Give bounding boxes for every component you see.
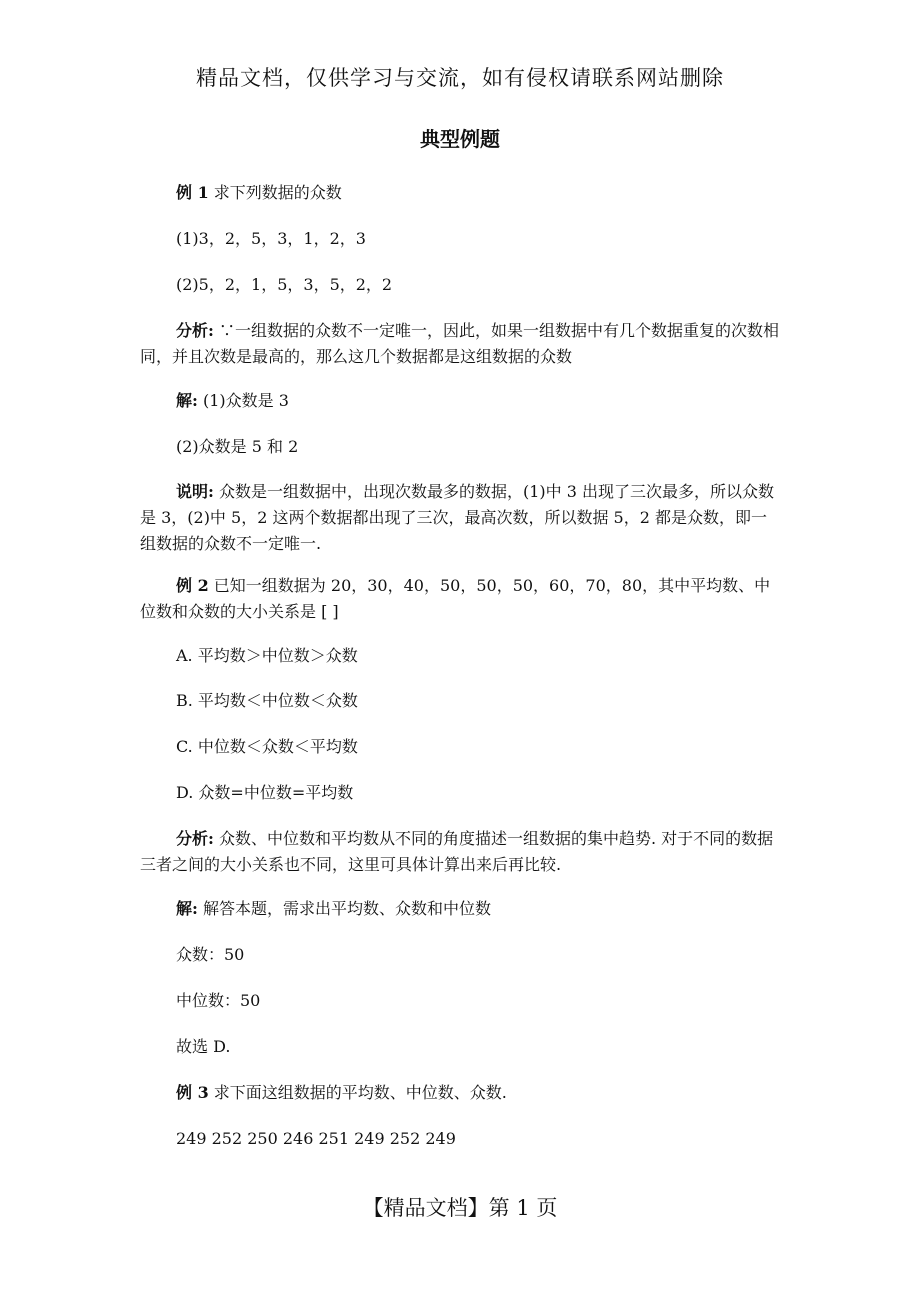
solution-label: 解: [176, 391, 198, 410]
example-1-question: 例 1 求下列数据的众数 [176, 183, 342, 202]
example-1-analysis: 分析: ∵一组数据的众数不一定唯一，因此，如果一组数据中有几个数据重复的次数相同，并且次数是最高的，那么这几个数据都是这组数据的众数 [140, 321, 780, 366]
example-1-data-2: (2)5，2，1，5，3，5，2，2 [176, 275, 393, 294]
solution-label: 解: [176, 899, 198, 918]
analysis-label: 分析: [176, 829, 214, 848]
note-label: 说明: [176, 482, 214, 501]
example-3-label: 例 3 [176, 1083, 209, 1102]
option-a: A. 平均数＞中位数＞众数 [176, 646, 358, 665]
example-1-data-1: (1)3，2，5，3，1，2，3 [176, 229, 366, 248]
page-footer: 【精品文档】第 1 页 [362, 1196, 558, 1220]
example-2-question: 例 2 已知一组数据为 20，30，40，50，50，50，60，70，80，其中平均数、中位数和众数的大小关系是 [ ] [140, 576, 771, 621]
example-2-median: 中位数：50 [176, 991, 261, 1010]
page-title: 典型例题 [420, 127, 500, 151]
example-2-solution: 解: 解答本题，需求出平均数、众数和中位数 [176, 899, 492, 918]
example-2-analysis: 分析: 众数、中位数和平均数从不同的角度描述一组数据的集中趋势. 对于不同的数据三者之间的大小关系也不同，这里可具体计算出来后再比较. [140, 829, 774, 874]
option-b: B. 平均数＜中位数＜众数 [176, 691, 358, 710]
example-2-label: 例 2 [176, 576, 209, 595]
example-2-answer: 故选 D. [176, 1037, 231, 1056]
example-2-mode: 众数：50 [176, 945, 245, 964]
example-1-note: 说明: 众数是一组数据中，出现次数最多的数据，(1)中 3 出现了三次最多，所以众数是 3，(2)中 5，2 这两个数据都出现了三次，最高次数，所以数据 5，2 都是众数，即一组数据的众数不一定唯一. [140, 482, 775, 553]
option-c: C. 中位数＜众数＜平均数 [176, 737, 358, 756]
example-1-solution-2: (2)众数是 5 和 2 [176, 437, 299, 456]
example-1-solution: 解: (1)众数是 3 [176, 391, 289, 410]
document-header: 精品文档，仅供学习与交流，如有侵权请联系网站删除 [196, 66, 724, 90]
option-d: D. 众数=中位数=平均数 [176, 783, 354, 802]
example-3-question: 例 3 求下面这组数据的平均数、中位数、众数. [176, 1083, 507, 1102]
example-1-label: 例 1 [176, 183, 209, 202]
analysis-label: 分析: [176, 321, 214, 340]
example-3-data: 249 252 250 246 251 249 252 249 [176, 1129, 456, 1148]
